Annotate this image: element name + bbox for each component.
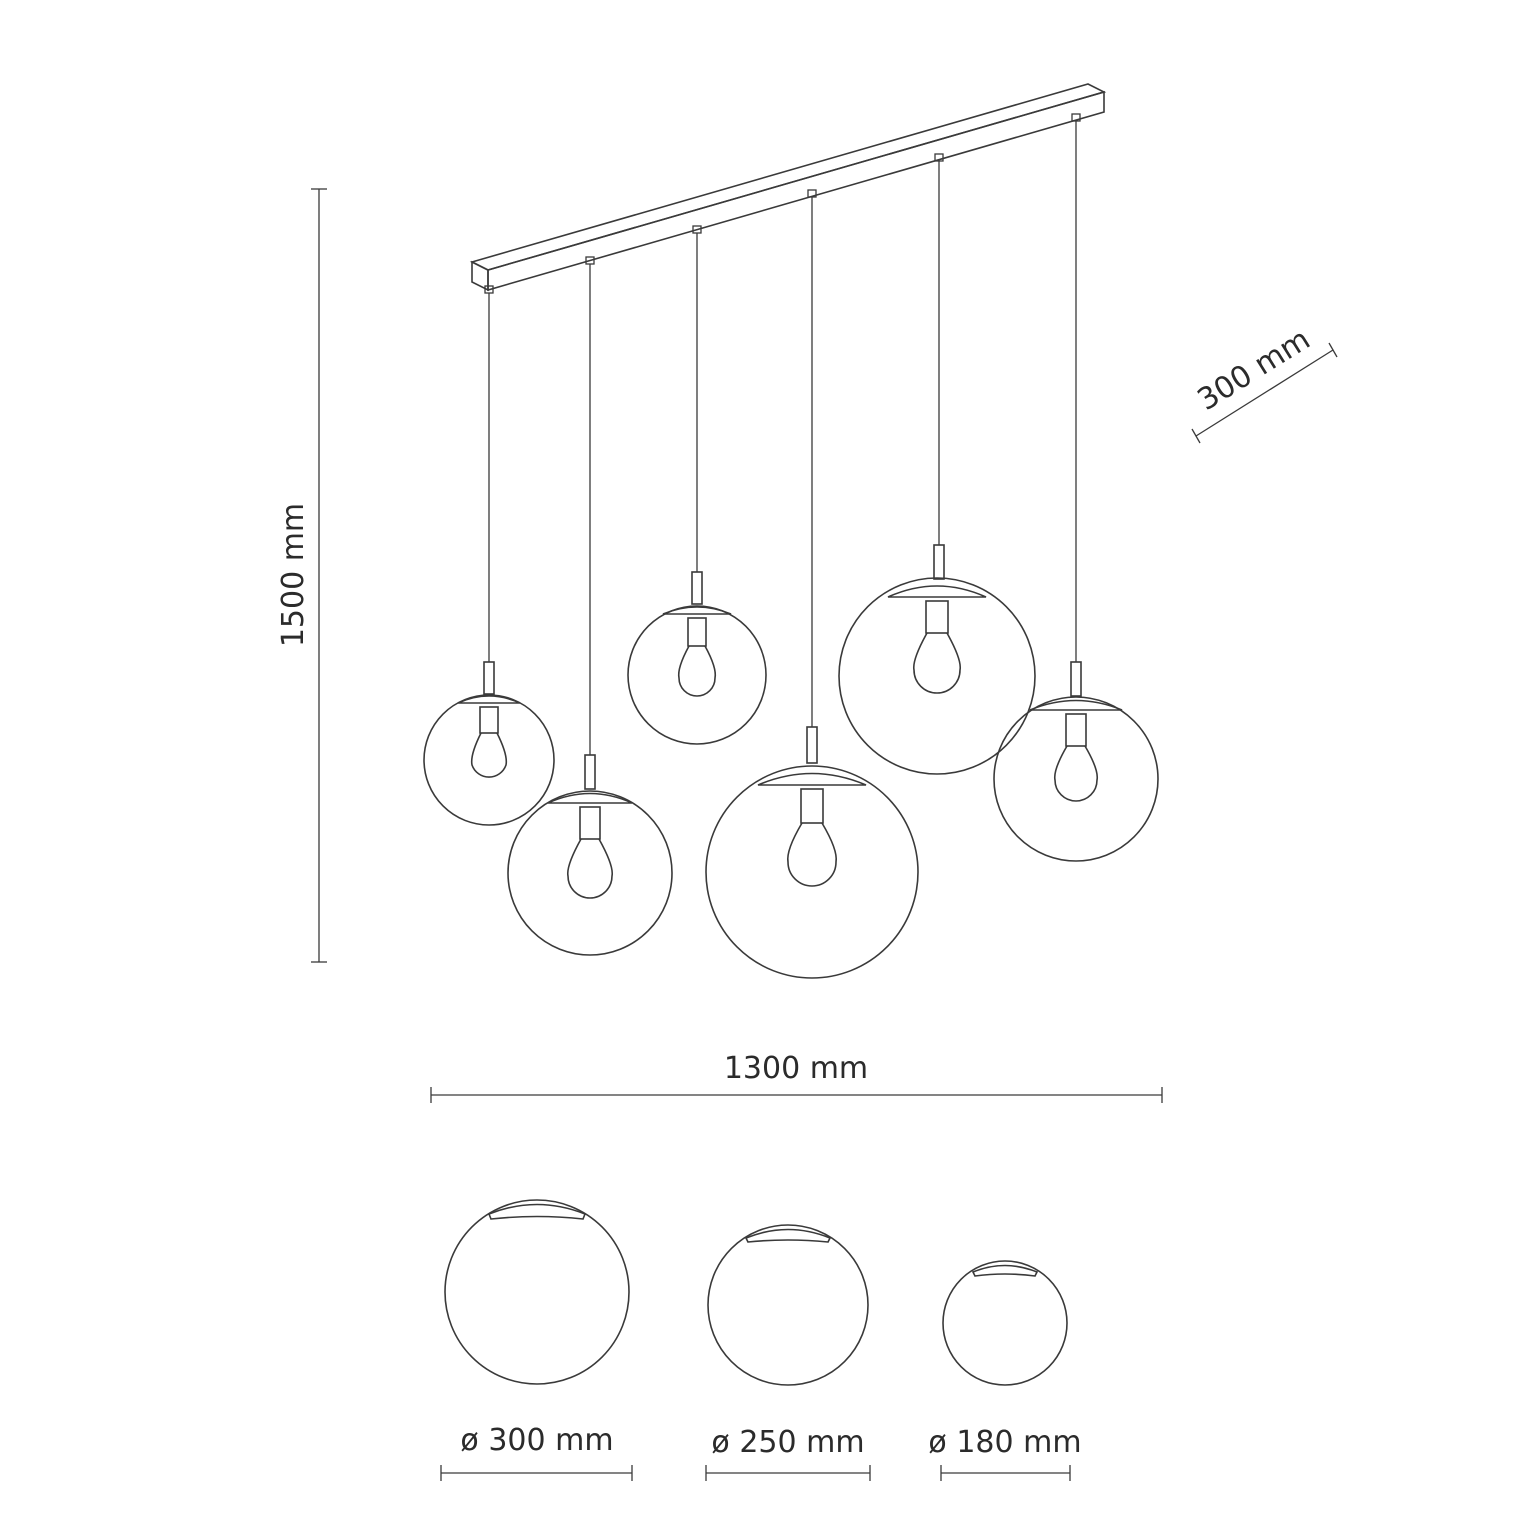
bulb-icon: [568, 839, 612, 898]
shade-250: [706, 1225, 870, 1481]
globe-medium: [708, 1225, 868, 1385]
pendant-2: [508, 257, 672, 955]
bulb-icon: [788, 823, 836, 886]
depth-label: 300 mm: [1191, 321, 1317, 418]
globe-large: [445, 1200, 629, 1384]
shade-180: [928, 1261, 1081, 1481]
ceiling-bar: [472, 84, 1104, 290]
depth-dimension: [1192, 322, 1337, 443]
bulb-icon: [679, 646, 716, 696]
pendant-1: [424, 286, 554, 825]
glass-globe: [706, 766, 918, 978]
shade-300: [441, 1200, 632, 1481]
pendant-5: [839, 154, 1035, 774]
bulb-icon: [472, 733, 507, 777]
pendant-4: [706, 190, 918, 978]
pendant-3: [628, 226, 766, 744]
bulb-icon: [1055, 746, 1098, 801]
glass-globe: [839, 578, 1035, 774]
height-label: 1500 mm: [276, 502, 311, 648]
glass-globe: [628, 606, 766, 744]
bulb-icon: [914, 633, 960, 693]
glass-globe: [508, 791, 672, 955]
shade-300-label: ø 300 mm: [460, 1423, 614, 1458]
globe-small: [943, 1261, 1067, 1385]
width-label: 1300 mm: [723, 1051, 869, 1086]
glass-globe: [424, 695, 554, 825]
pendant-6: [994, 114, 1158, 861]
shade-250-label: ø 250 mm: [711, 1425, 865, 1460]
width-dimension: [431, 1051, 1162, 1103]
shade-180-label: ø 180 mm: [928, 1425, 1082, 1460]
height-dimension: [276, 189, 327, 962]
glass-globe: [994, 697, 1158, 861]
